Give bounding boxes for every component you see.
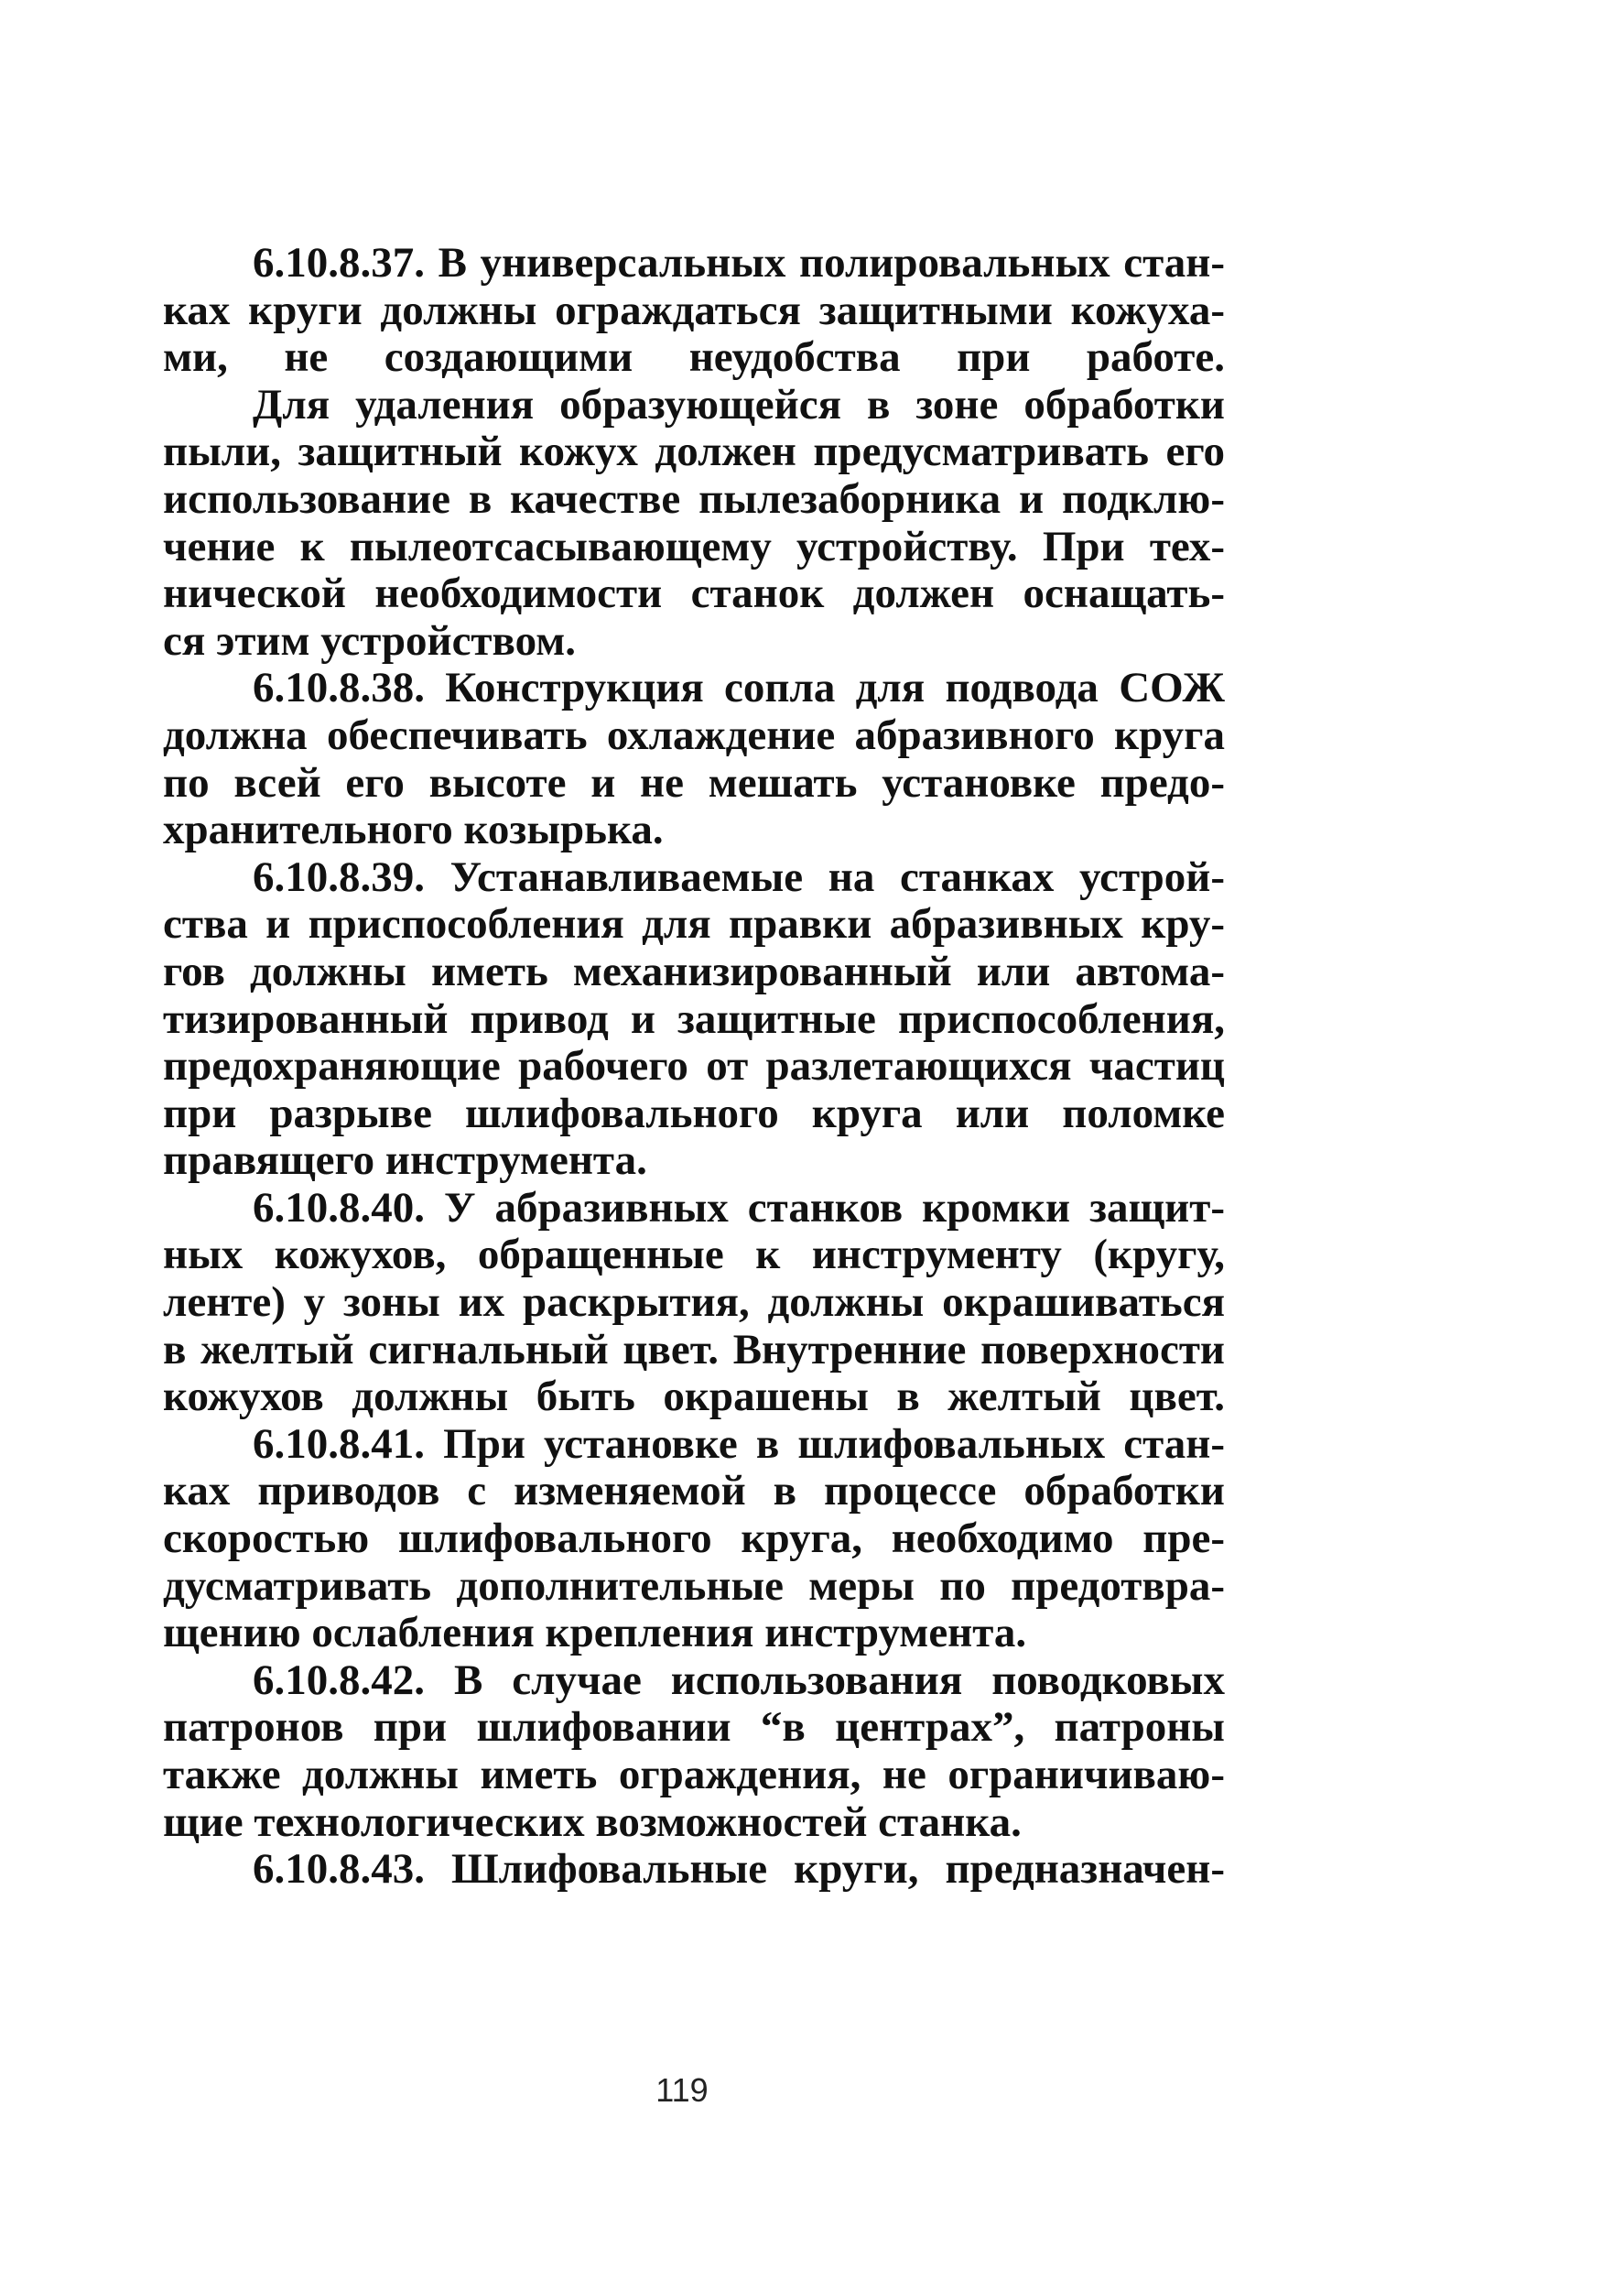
text-line: 6.10.8.42. В случае использования поводковых — [253, 1656, 1225, 1704]
text-line: Для удаления образующейся в зоне обработки — [253, 380, 1225, 429]
text-line: нической необходимости станок должен оснащать- — [163, 570, 1225, 618]
text-line: ленте) у зоны их раскрытия, должны окрашиваться — [163, 1278, 1225, 1327]
text-line: 6.10.8.39. Устанавливаемые на станках устрой- — [253, 852, 1225, 901]
text-line: гов должны иметь механизированный или автома- — [163, 947, 1225, 995]
text-line: в желтый сигнальный цвет. Внутренние поверхности — [163, 1325, 1225, 1374]
text-line: ках приводов с изменяемой в процессе обработки — [163, 1467, 1225, 1515]
text-line: щие технологических возможностей станка. — [163, 1797, 1022, 1846]
text-line: 6.10.8.43. Шлифовальные круги, предназначен- — [253, 1845, 1225, 1894]
text-line: хранительного козырька. — [163, 806, 664, 854]
text-line: кожухов должны быть окрашены в желтый цвет. — [163, 1373, 1225, 1421]
text-line: также должны иметь ограждения, не ограничиваю- — [163, 1751, 1225, 1798]
text-line: правящего инструмента. — [163, 1136, 647, 1185]
text-line: тизированный привод и защитные приспособления, — [163, 994, 1225, 1043]
text-line: 6.10.8.38. Конструкция сопла для подвода СОЖ — [253, 664, 1225, 712]
text-line: 6.10.8.37. В универсальных полировальных стан- — [253, 239, 1225, 287]
text-line: 6.10.8.40. У абразивных станков кромки защит- — [253, 1183, 1225, 1232]
text-line: дусматривать дополнительные меры по предотвра- — [163, 1561, 1225, 1610]
text-line: скоростью шлифовального круга, необходимо пре- — [163, 1515, 1225, 1563]
text-line: ках круги должны ограждаться защитными кожуха- — [163, 286, 1225, 334]
text-line: ных кожухов, обращенные к инструменту (кругу, — [163, 1231, 1225, 1279]
text-line: ства и приспособления для правки абразивных кру- — [163, 900, 1225, 949]
text-line: пыли, защитный кожух должен предусматривать его — [163, 428, 1225, 476]
text-line: щению ослабления крепления инструмента. — [163, 1609, 1027, 1657]
text-line: 6.10.8.41. При установке в шлифовальных стан- — [253, 1419, 1225, 1468]
text-line: патронов при шлифовании “в центрах”, патроны — [163, 1703, 1225, 1752]
text-line: ся этим устройством. — [163, 616, 576, 665]
body-text — [163, 240, 1225, 1894]
text-line: использование в качестве пылезаборника и подклю- — [163, 474, 1225, 523]
text-line: при разрыве шлифовального круга или поломке — [163, 1089, 1225, 1137]
page-number: 119 — [655, 2071, 709, 2109]
text-line: должна обеспечивать охлаждение абразивного круга — [163, 711, 1225, 759]
text-line: чение к пылеотсасывающему устройству. При тех- — [163, 522, 1225, 570]
text-line: по всей его высоте и не мешать установке предо- — [163, 758, 1225, 807]
text-line: предохраняющие рабочего от разлетающихся частиц — [163, 1042, 1225, 1091]
text-line: ми, не создающими неудобства при работе. — [163, 333, 1225, 382]
